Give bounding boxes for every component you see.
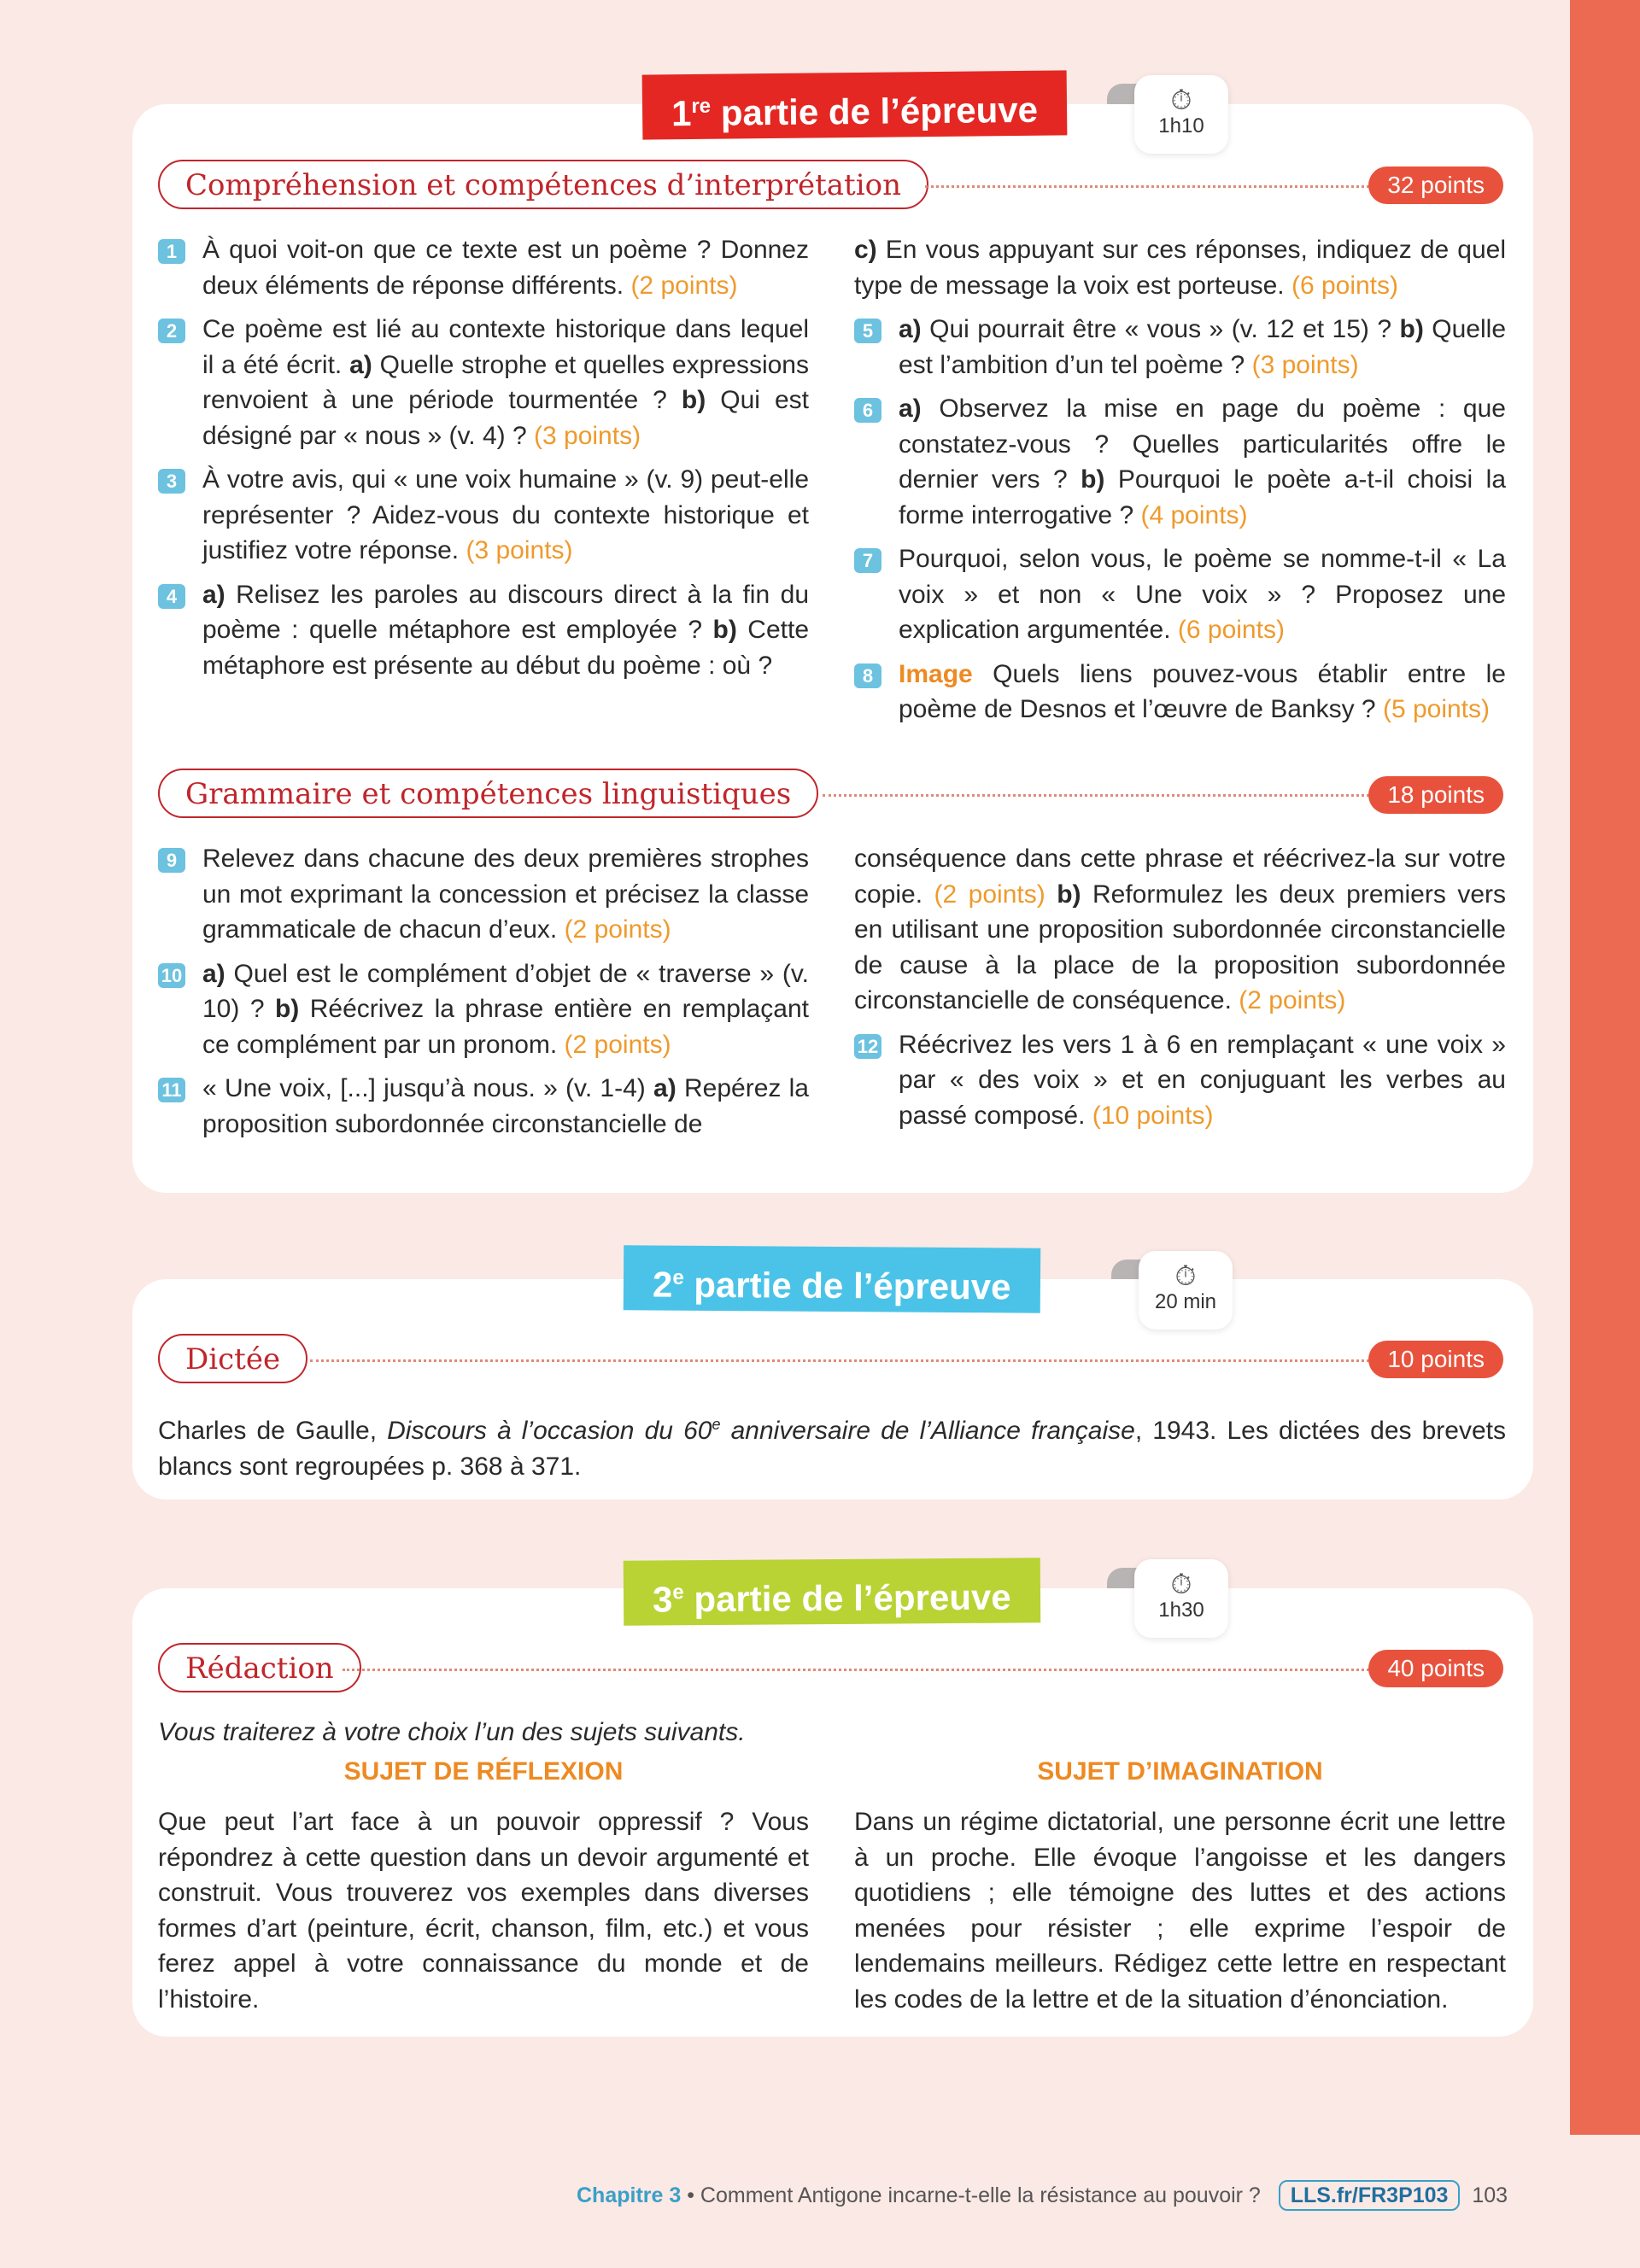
points-value: (2 points): [564, 1030, 671, 1059]
question-number-badge: 8: [854, 663, 882, 688]
sujet-reflexion-text: Que peut l’art face à un pouvoir oppressif ? Vous répondrez à cette question dans un devoir argumenté et construit. Vous trouverez vos exemples dans diverses formes d’art (peinture, écrit, chanson, film, etc.) et vous ferez appel à votre connaissance du monde et de l’histoire.: [158, 1808, 809, 2014]
question-number-badge: 4: [158, 584, 185, 609]
text-fragment: Réécrivez les vers 1 à 6 en remplaçant « une voix » par « des voix » et en conjuguant les verbes au passé composé.: [899, 1030, 1506, 1130]
subquestion-marker: b): [1399, 315, 1424, 343]
redaction-intro: Vous traiterez à votre choix l’un des sujets suivants.: [158, 1718, 746, 1746]
sujet-imagination-title: SUJET D’IMAGINATION: [1037, 1757, 1323, 1786]
stopwatch-icon: ⏱: [1174, 1260, 1197, 1292]
section-title-grammaire: Grammaire et compétences linguistiques: [158, 769, 818, 818]
timer-badge: [1134, 1559, 1228, 1638]
points-badge: 40 points: [1368, 1650, 1503, 1687]
question-1: [158, 232, 809, 303]
text-fragment: Cette métaphore est présente au début du poème : où ?: [202, 616, 809, 680]
question-number-badge: 6: [854, 398, 882, 423]
text-fragment: Repérez la proposition subordonnée circonstancielle de: [202, 1074, 809, 1138]
subquestion-marker: a): [349, 350, 372, 379]
points-value: (2 points): [1239, 986, 1346, 1014]
section-title-redaction: Rédaction: [158, 1643, 361, 1692]
footer-chapter: Chapitre 3: [577, 2183, 682, 2207]
footer-link[interactable]: LLS.fr/FR3P103: [1279, 2180, 1461, 2211]
sujet-imagination-text: Dans un régime dictatorial, une personne écrit une lettre à un proche. Elle évoque l’angoisse et les dangers quotidiens ; elle témoigne des luttes et des actions menées pour résister ; elle exprime l’espoir de lendemains meilleurs. Rédigez cette lettre en respectant les codes de la lettre et de la situation d’énonciation.: [854, 1808, 1506, 2014]
text-fragment: En vous appuyant sur ces réponses, indiquez de quel type de message la voix est porteuse.: [854, 236, 1506, 300]
question-number-badge: 2: [158, 319, 185, 343]
question-4: [158, 577, 809, 684]
dotted-leader: [343, 1669, 1482, 1671]
timer-label: 20 min: [1154, 1290, 1217, 1313]
points-value: (4 points): [1140, 500, 1248, 529]
text-fragment: À votre avis, qui « une voix humaine » (v. 9) peut-elle représenter ? Aidez-vous du contexte historique et justifiez votre réponse.: [202, 465, 809, 564]
text-fragment: À quoi voit-on que ce texte est un poème ? Donnez deux éléments de réponse différents.: [202, 236, 809, 300]
points-value: (2 points): [564, 915, 671, 944]
questions-column-left: [158, 232, 809, 692]
part3-card: [132, 1588, 1533, 2037]
sujet-reflexion-title: SUJET DE RÉFLEXION: [343, 1757, 624, 1786]
subquestion-marker: a): [202, 959, 226, 988]
question-3: [158, 462, 809, 569]
text-fragment: [1046, 880, 1057, 909]
points-value: (6 points): [1177, 616, 1285, 644]
section-title-comprehension: Compréhension et compétences d’interprétation: [158, 160, 928, 209]
section-title-dictee: Dictée: [158, 1334, 308, 1383]
question-8: [854, 657, 1506, 728]
text-fragment: Quelle strophe et quelles expressions renvoient à une période tourmentée ?: [202, 350, 809, 414]
text-fragment: conséquence dans cette phrase et réécrivez-la sur votre copie.: [854, 845, 1506, 909]
page-footer: Chapitre 3 • Comment Antigone incarne-t-elle la résistance au pouvoir ? LLS.fr/FR3P103 103: [577, 2180, 1508, 2211]
text-fragment: Pourquoi le poète a-t-il choisi la forme interrogative ?: [899, 465, 1506, 529]
points-value: (3 points): [466, 536, 573, 564]
points-value: (3 points): [1251, 350, 1359, 379]
text-fragment: Reformulez les deux premiers vers en utilisant une proposition subordonnée circonstancielle de cause à la place de la proposition subordonnée circonstancielle de conséquence.: [854, 880, 1506, 1014]
page-number: 103: [1472, 2183, 1508, 2207]
question-number-badge: 9: [158, 848, 185, 873]
image-label: Image: [899, 659, 973, 688]
question-number-badge: 5: [854, 319, 882, 343]
stopwatch-icon: ⏱: [1170, 84, 1192, 116]
question-5: [854, 312, 1506, 383]
points-value: (6 points): [1291, 271, 1399, 300]
timer-badge: [1134, 75, 1228, 154]
subquestion-marker: b): [1081, 465, 1105, 494]
text-fragment: Charles de Gaulle,: [158, 1417, 388, 1445]
question-number-badge: 10: [158, 963, 185, 988]
subquestion-marker: a): [653, 1074, 676, 1102]
text-fragment: Quels liens pouvez-vous établir entre le poème de Desnos et l’œuvre de Banksy ?: [899, 659, 1506, 723]
points-value: (5 points): [1382, 695, 1491, 723]
subquestion-marker: a): [899, 395, 922, 423]
question-10: [158, 956, 809, 1063]
text-fragment: Observez la mise en page du poème : que constatez-vous ? Quelles particularités offre le dernier vers ?: [899, 395, 1506, 494]
text-fragment: Qui pourrait être « vous » (v. 12 et 15) ?: [921, 315, 1400, 343]
subquestion-marker: a): [899, 315, 922, 343]
points-badge: 32 points: [1368, 167, 1503, 204]
question-2: [158, 312, 809, 453]
points-value: (10 points): [1092, 1101, 1214, 1130]
text-fragment: Relisez les paroles au discours direct à la fin du poème : quelle métaphore est employée ?: [202, 580, 809, 644]
part3-banner: 3e partie de l’épreuve: [624, 1558, 1040, 1625]
text-fragment: Réécrivez la phrase entière en remplaçant ce complément par un pronom.: [202, 995, 809, 1059]
superscript: e: [712, 1416, 721, 1433]
text-fragment: Pourquoi, selon vous, le poème se nomme-t-il « La voix » et non « Une voix » ? Proposez une explication argumentée.: [899, 545, 1506, 644]
part2-card: [132, 1279, 1533, 1499]
points-value: (2 points): [934, 880, 1046, 909]
timer-label: 1h10: [1158, 114, 1204, 137]
stopwatch-icon: ⏱: [1170, 1568, 1192, 1600]
question-11: [158, 1071, 809, 1142]
footer-chapter-title: Comment Antigone incarne-t-elle la résistance au pouvoir ?: [700, 2183, 1261, 2207]
questions-column-left: [158, 841, 809, 1150]
text-fragment: Quelle est l’ambition d’un tel poème ?: [899, 315, 1506, 379]
text-fragment: Qui est désigné par « nous » (v. 4) ?: [202, 386, 809, 450]
question-12: [854, 1027, 1506, 1134]
subquestion-marker: b): [274, 995, 300, 1023]
question-continuation: [854, 841, 1506, 1019]
title-italic: anniversaire de l’Alliance française: [720, 1417, 1135, 1445]
question-7: [854, 541, 1506, 648]
question-number-badge: 3: [158, 469, 185, 494]
subquestion-marker: c): [854, 236, 877, 264]
text-fragment: « Une voix, [...] jusqu’à nous. » (v. 1-4): [202, 1074, 654, 1102]
questions-column-right: [854, 841, 1506, 1142]
subquestion-marker: a): [202, 580, 226, 609]
points-badge: 10 points: [1368, 1341, 1503, 1378]
subquestion-marker: b): [681, 386, 706, 414]
subquestion-marker: b): [712, 616, 737, 644]
question-number-badge: 1: [158, 239, 185, 264]
question-number-badge: 7: [854, 548, 882, 573]
subquestion-marker: b): [1057, 880, 1081, 909]
dictee-text: [158, 1407, 1506, 1484]
points-value: (3 points): [534, 421, 641, 450]
question-number-badge: 12: [854, 1034, 882, 1059]
question-9: [158, 841, 809, 948]
part1-card: [132, 104, 1533, 1193]
question-6: [854, 391, 1506, 533]
text-fragment: Ce poème est lié au contexte historique dans lequel il a été écrit.: [202, 315, 809, 379]
dotted-leader: [310, 1359, 1482, 1362]
questions-column-right: [854, 232, 1506, 736]
text-fragment: Relevez dans chacune des deux premières strophes un mot exprimant la concession et précisez la classe grammaticale de chacun d’eux.: [202, 845, 809, 944]
text-fragment: , 1943. Les dictées des brevets blancs sont regroupées p. 368 à 371.: [158, 1417, 1506, 1481]
title-italic: Discours à l’occasion du 60: [387, 1417, 712, 1445]
question-number-badge: 11: [158, 1078, 185, 1102]
timer-badge: [1139, 1251, 1233, 1330]
points-badge: 18 points: [1368, 776, 1503, 814]
question-continuation: [854, 232, 1506, 303]
part2-banner: 2e partie de l’épreuve: [624, 1245, 1040, 1312]
side-band: [1570, 0, 1640, 2135]
text-fragment: Quel est le complément d’objet de « traverse » (v. 10) ?: [202, 959, 809, 1023]
timer-label: 1h30: [1158, 1599, 1204, 1622]
part1-banner: 1re partie de l’épreuve: [642, 70, 1068, 139]
points-value: (2 points): [630, 271, 738, 300]
